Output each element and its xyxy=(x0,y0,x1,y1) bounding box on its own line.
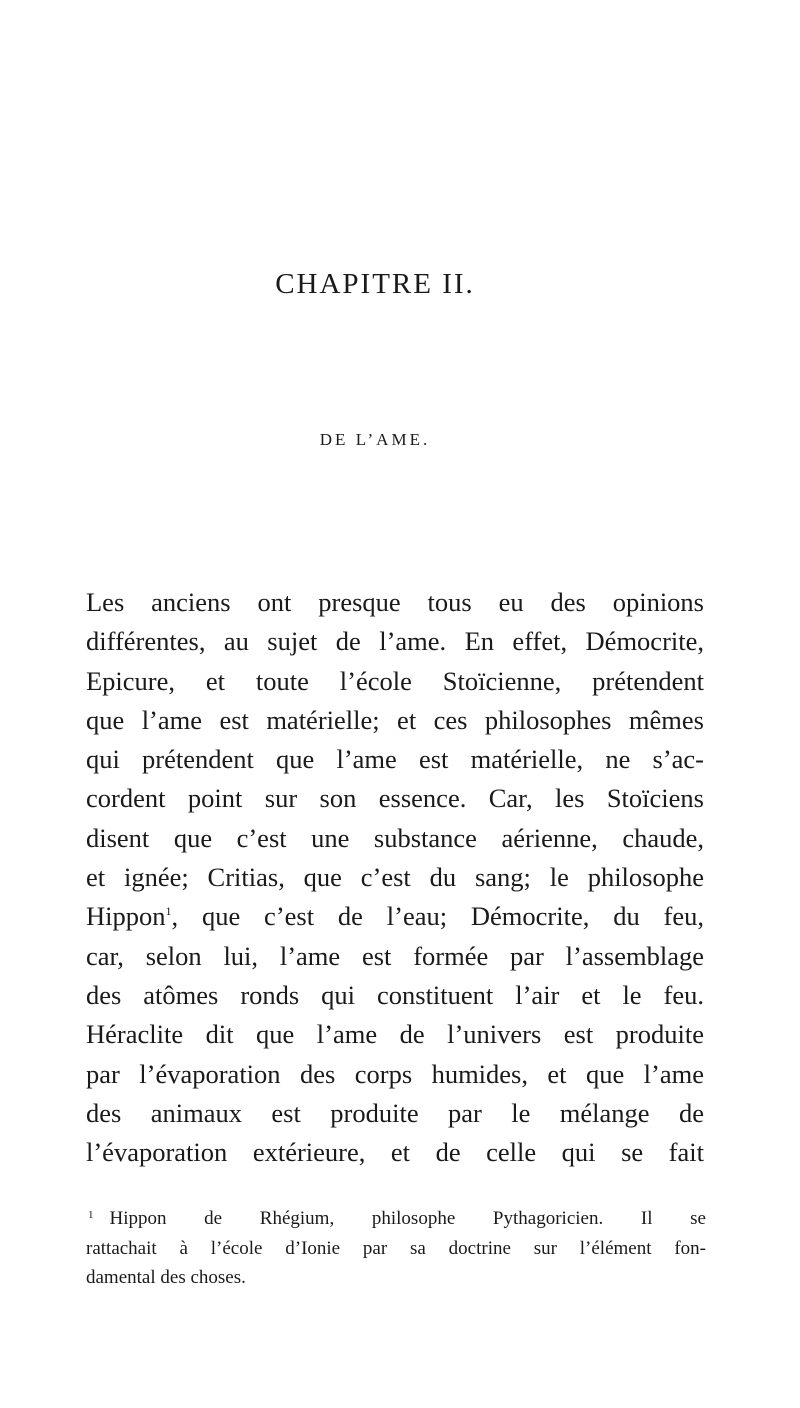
body-line: par l’évaporation des corps humides, et que l’ame xyxy=(86,1058,704,1089)
body-line: Epicure, et toute l’école Stoïcienne, prétendent xyxy=(86,665,704,696)
chapter-title: CHAPITRE II. xyxy=(275,268,475,300)
body-line: l’évaporation extérieure, et de celle qui se fait xyxy=(86,1137,704,1168)
body-line-part: Hippon xyxy=(86,901,166,932)
footnote-reference[interactable]: 1 xyxy=(165,904,172,919)
body-line: cordent point sur son essence. Car, les Stoïciens xyxy=(86,783,704,814)
body-line: que l’ame est matérielle; et ces philosophes mêmes xyxy=(86,704,704,735)
footnote-line: rattachait à l’école d’Ionie par sa doctrine sur l’élément fon- xyxy=(86,1237,706,1259)
body-line: qui prétendent que l’ame est matérielle, ne s’ac- xyxy=(86,744,704,775)
body-line: Les anciens ont presque tous eu des opinions xyxy=(86,587,704,617)
body-line: car, selon lui, l’ame est formée par l’assemblage xyxy=(86,940,704,971)
body-line: disent que c’est une substance aérienne, chaude, xyxy=(86,822,704,853)
body-line: Héraclite dit que l’ame de l’univers est produite xyxy=(86,1019,704,1050)
footnote xyxy=(86,1204,706,1293)
body-line: et ignée; Critias, que c’est du sang; le philosophe xyxy=(86,862,704,893)
body-line: des animaux est produite par le mélange de xyxy=(86,1097,704,1128)
footnote-line: damental des choses. xyxy=(86,1267,246,1288)
body-line: différentes, au sujet de l’ame. En effet, Démocrite, xyxy=(86,626,704,657)
footnote-line xyxy=(86,1204,706,1234)
body-text xyxy=(86,583,704,1172)
body-line: des atômes ronds qui constituent l’air et le feu. xyxy=(86,979,704,1010)
section-title: DE L’AME. xyxy=(319,430,431,449)
footnote-marker: 1 xyxy=(88,1209,94,1221)
body-line-with-footnote-ref xyxy=(86,897,704,936)
footnote-text: Hippon de Rhégium, philosophe Pythagoricien. Il se xyxy=(109,1208,706,1229)
body-line-part: , que c’est de l’eau; Démocrite, du feu, xyxy=(171,901,704,932)
